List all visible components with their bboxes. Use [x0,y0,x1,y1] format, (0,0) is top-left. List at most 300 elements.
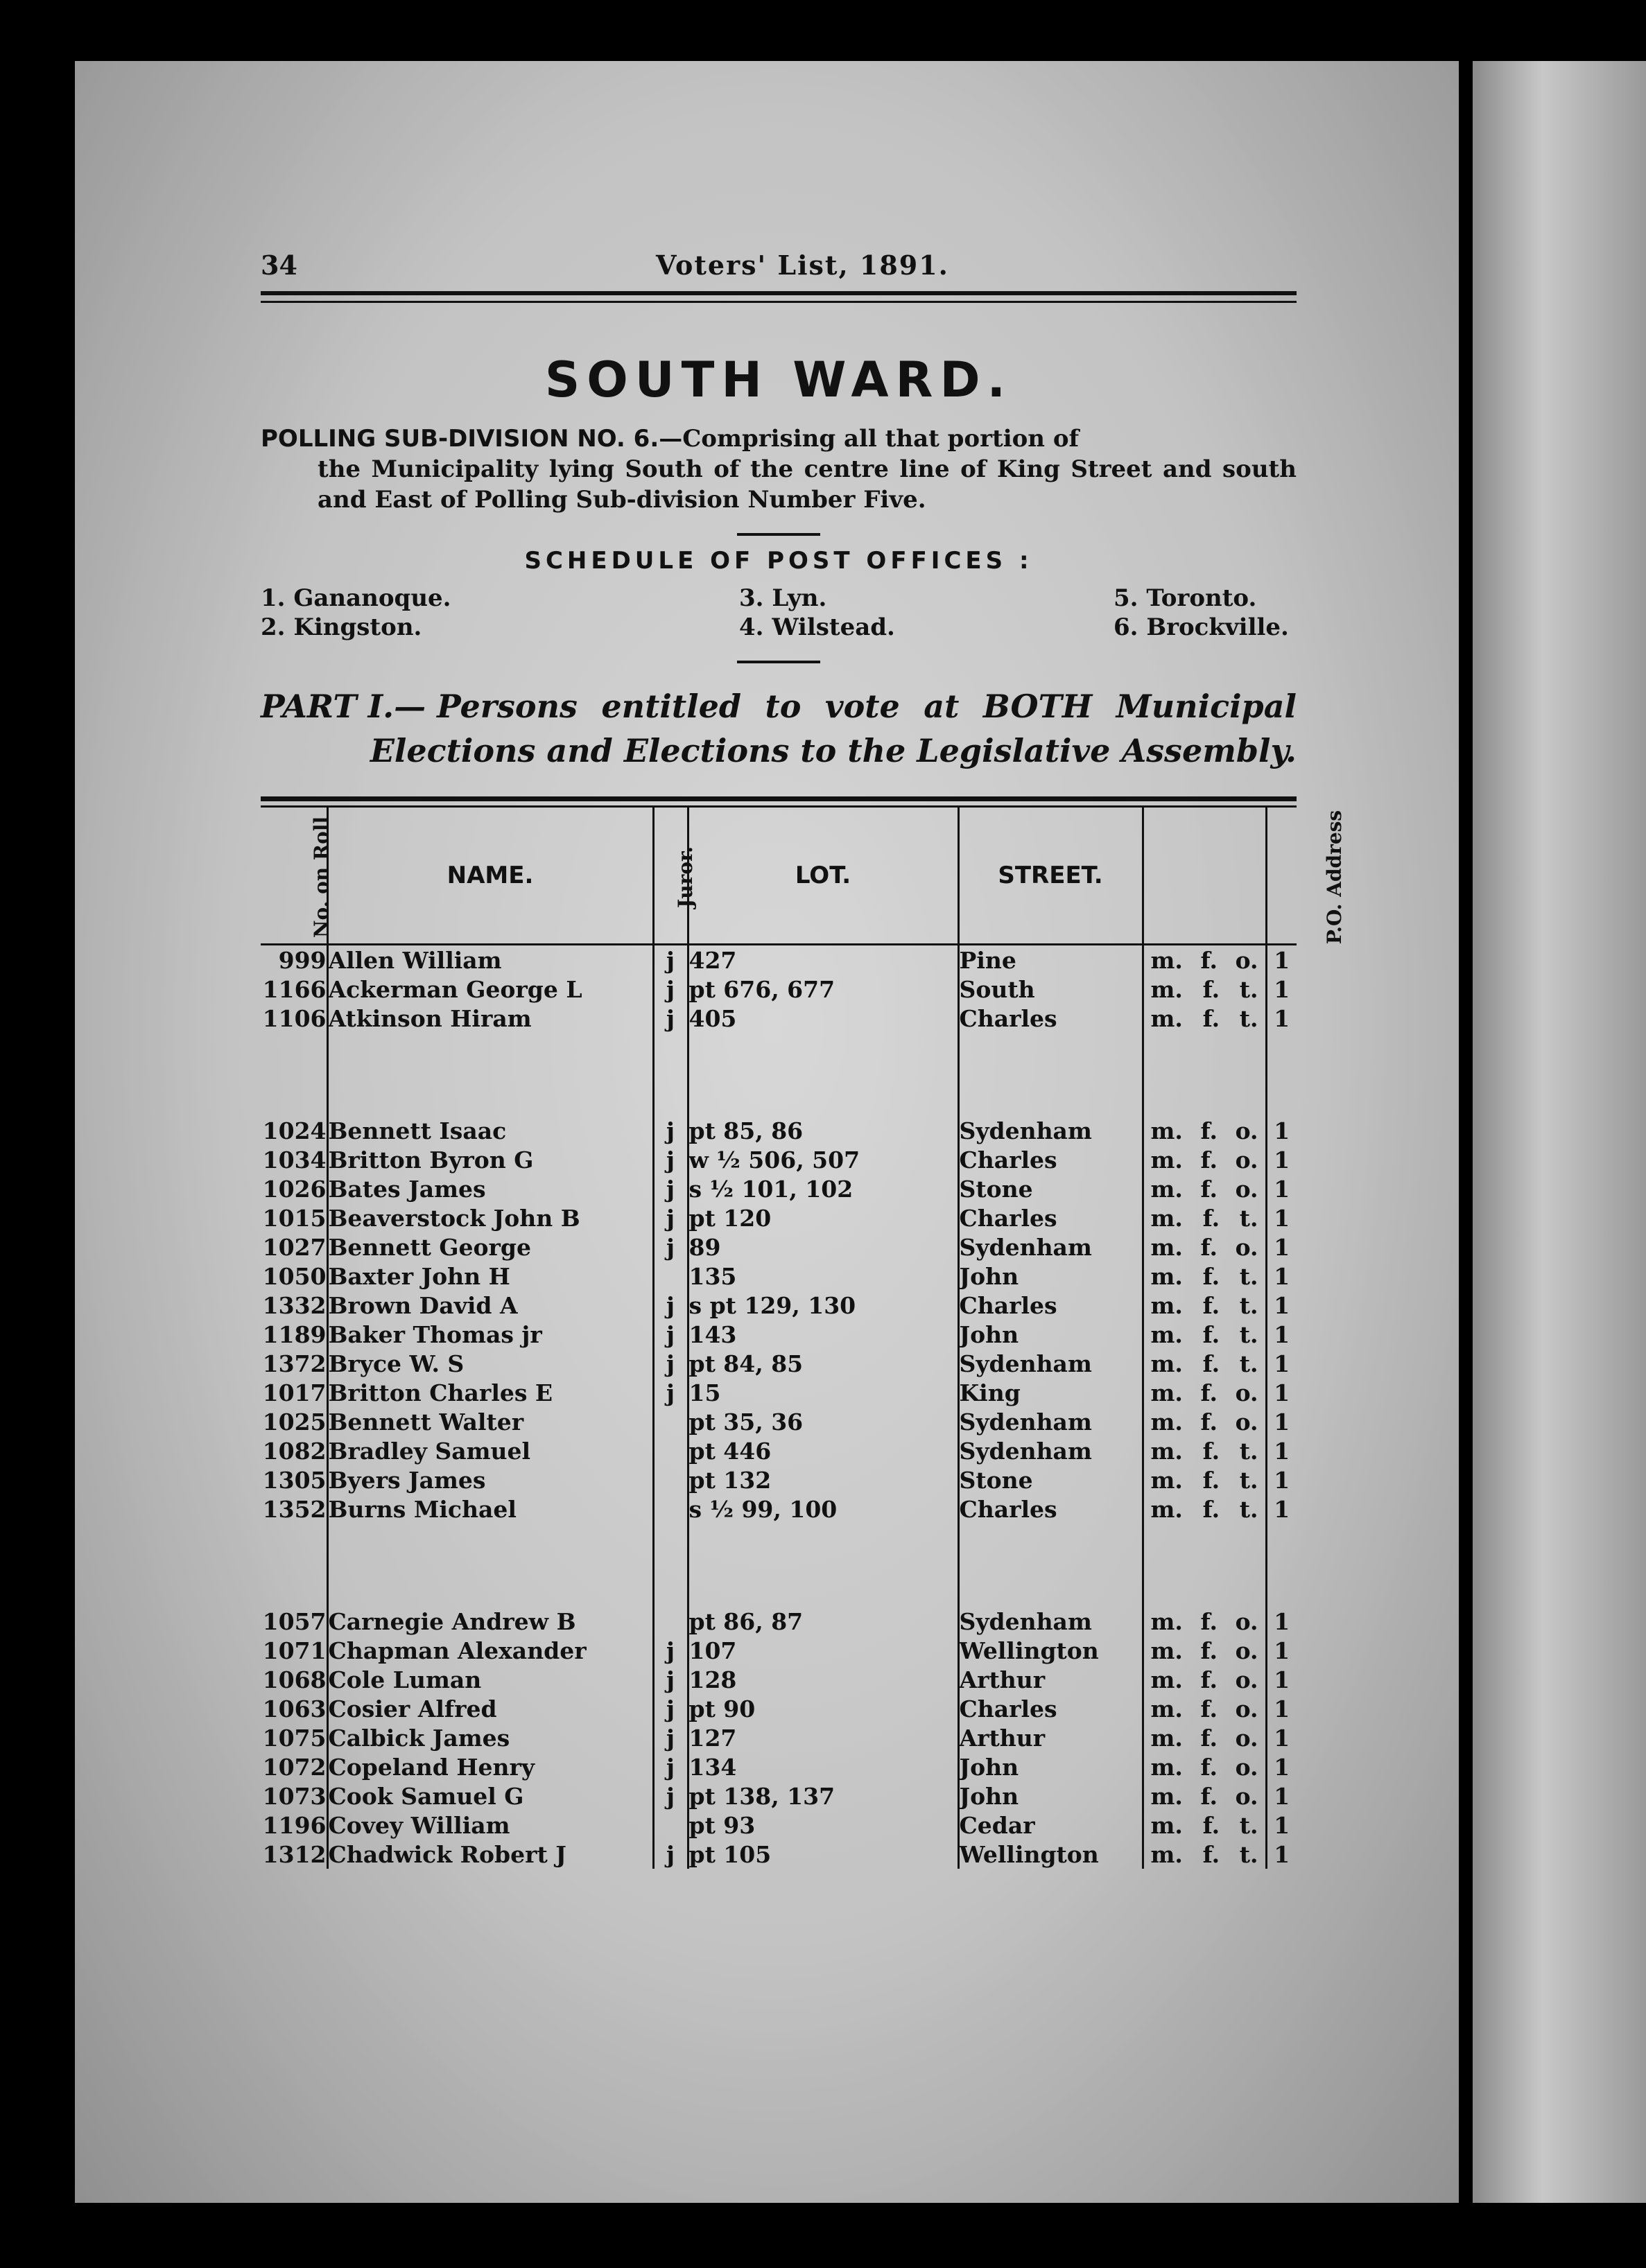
roll-number: 1166 [262,975,327,1003]
spacer-cell [261,1524,327,1607]
qualification-codes [1144,1812,1265,1839]
qualification-codes [1144,1467,1265,1494]
voter-name: Cook Samuel G [327,1781,653,1811]
qualification-code: m. [1150,1666,1183,1693]
voter-name: Baker Thomas jr [327,1320,653,1349]
lot-number: 143 [688,1320,958,1349]
header-qualification [1143,808,1266,945]
header-juror-text: Juror. [673,846,697,908]
qualification-code: m. [1150,1782,1183,1810]
qualification-code: t. [1239,1262,1258,1290]
street-name: Sydenham [958,1607,1143,1636]
lot-number: pt 105 [688,1840,958,1869]
lot-number: pt 120 [688,1203,958,1232]
qualification-code: m. [1150,975,1183,1003]
street-name: Charles [958,1694,1143,1723]
qualification-code: m. [1150,1175,1183,1203]
qualification-code: t. [1239,1350,1258,1377]
post-office-entry: 6. Brockville. [1114,613,1289,641]
voter-name: Atkinson Hiram [327,1004,653,1033]
qualification [1143,1436,1266,1465]
spacer-cell [327,1524,653,1607]
qualification-codes [1144,1321,1265,1348]
roll-number: 1106 [262,1004,327,1032]
juror-mark [653,1494,688,1524]
qualification-codes [1144,1608,1265,1635]
voters-table [261,808,1346,1869]
qualification-code: t. [1239,1495,1258,1523]
lot-number: 134 [688,1752,958,1781]
polling-description [261,424,1297,515]
roll-number: 1063 [262,1695,327,1722]
qualification-code: f. [1200,1724,1218,1752]
qualification-code: o. [1235,946,1258,974]
qualification-code: t. [1239,975,1258,1003]
table-row [261,1811,1297,1840]
po-address: 1 [1266,1320,1297,1349]
qualification [1143,1232,1266,1262]
qualification-code: m. [1150,1204,1183,1232]
qualification-codes [1144,1496,1265,1523]
spacer-cell [1266,1033,1297,1116]
street-name: John [958,1781,1143,1811]
table-row [261,1752,1297,1781]
polling-text-rest: the Municipality lying South of the centre line of King Street and south and East of Polling Sub-division Number Five. [318,455,1297,514]
ward-heading: SOUTH WARD. [544,351,1013,408]
table-row [261,1436,1297,1465]
lot-number: pt 35, 36 [688,1407,958,1436]
qualification-code: t. [1239,1320,1258,1348]
qualification-code: m. [1150,1004,1183,1032]
lot-number: 427 [688,945,958,975]
table-row [261,1407,1297,1436]
section-divider [737,533,820,536]
po-address: 1 [1266,1494,1297,1524]
table-row [261,1694,1297,1723]
lot-number: 127 [688,1723,958,1752]
qualification [1143,1781,1266,1811]
qualification-code: o. [1235,1637,1258,1664]
voter-name: Bates James [327,1174,653,1203]
po-address: 1 [1266,1752,1297,1781]
voter-name: Chapman Alexander [327,1636,653,1665]
voter-name: Bennett Walter [327,1407,653,1436]
lot-number: s pt 129, 130 [688,1291,958,1320]
table-header [261,808,1346,945]
qualification-code: f. [1200,1175,1218,1203]
section-divider [737,661,820,663]
qualification-code: m. [1150,1495,1183,1523]
table-row [261,945,1297,975]
page-content [261,250,1346,1869]
roll-number: 1025 [262,1408,327,1436]
roll-number: 1312 [262,1840,327,1868]
street-name: Pine [958,945,1143,975]
qualification-codes [1144,1005,1265,1032]
roll-number: 1196 [262,1811,327,1839]
table-row [261,1349,1297,1378]
qualification [1143,1665,1266,1694]
header-street [958,808,1143,945]
lot-number: pt 93 [688,1811,958,1840]
qualification [1143,1262,1266,1291]
qualification [1143,1174,1266,1203]
roll-number: 1027 [262,1233,327,1261]
voter-name: Brown David A [327,1291,653,1320]
roll-number: 1352 [262,1495,327,1523]
qualification-code: o. [1235,1782,1258,1810]
part-number: PART I. [261,688,395,725]
qualification-code: o. [1235,1408,1258,1436]
spacer-cell [688,1524,958,1607]
street-name: Wellington [958,1636,1143,1665]
po-address: 1 [1266,1781,1297,1811]
qualification-code: f. [1200,1753,1218,1781]
voter-name: Chadwick Robert J [327,1840,653,1869]
qualification-code: m. [1150,1233,1183,1261]
qualification [1143,1607,1266,1636]
po-address: 1 [1266,1607,1297,1636]
qualification-code: t. [1239,1004,1258,1032]
table-row [261,1291,1297,1320]
juror-mark: j [653,1723,688,1752]
table-row [261,1262,1297,1291]
running-head [261,250,1297,288]
spacer-cell [958,1524,1143,1607]
table-row [261,1781,1297,1811]
po-address: 1 [1266,1145,1297,1174]
street-name: Arthur [958,1723,1143,1752]
street-name: John [958,1752,1143,1781]
juror-mark: j [653,1291,688,1320]
table-row [261,1203,1297,1232]
street-name: Arthur [958,1665,1143,1694]
juror-mark: j [653,1636,688,1665]
lot-number: w ½ 506, 507 [688,1145,958,1174]
qualification-code: m. [1150,946,1183,974]
qualification-codes [1144,947,1265,974]
post-office-schedule [261,584,1297,643]
group-spacer [261,1033,1297,1116]
roll-number: 1332 [262,1291,327,1319]
qualification-codes [1144,1666,1265,1693]
voter-name: Covey William [327,1811,653,1840]
qualification-codes [1144,1695,1265,1722]
qualification-codes [1144,1146,1265,1174]
street-name: Stone [958,1174,1143,1203]
table-row [261,1840,1297,1869]
qualification [1143,1840,1266,1869]
juror-mark: j [653,1320,688,1349]
qualification-code: f. [1202,1495,1220,1523]
qualification-code: o. [1235,1379,1258,1406]
po-address: 1 [1266,945,1297,975]
lot-number: pt 676, 677 [688,975,958,1004]
table-row [261,1665,1297,1694]
post-office-entry: 1. Gananoque. [261,584,451,612]
qualification [1143,1465,1266,1494]
street-name: Wellington [958,1840,1143,1869]
qualification-codes [1144,1754,1265,1781]
qualification-code: f. [1200,1695,1218,1722]
juror-mark: j [653,1203,688,1232]
header-rule [261,291,1297,303]
post-office-entry: 3. Lyn. [739,584,827,612]
voter-name: Ackerman George L [327,975,653,1004]
lot-number: pt 85, 86 [688,1116,958,1145]
juror-mark: j [653,1116,688,1145]
qualification-code: m. [1150,1117,1183,1144]
table-row [261,1378,1297,1407]
qualification-code: m. [1150,1262,1183,1290]
qualification-codes [1144,1379,1265,1406]
juror-mark [653,1436,688,1465]
voter-name: Bradley Samuel [327,1436,653,1465]
qualification-code: m. [1150,1840,1183,1868]
qualification [1143,1811,1266,1840]
qualification [1143,1694,1266,1723]
roll-number: 1072 [262,1753,327,1781]
spacer-cell [261,1033,327,1116]
table-row [261,1145,1297,1174]
table-row [261,1116,1297,1145]
qualification-code: f. [1202,975,1220,1003]
roll-number: 1075 [262,1724,327,1752]
qualification-code: o. [1235,1117,1258,1144]
po-address: 1 [1266,1407,1297,1436]
voter-name: Beaverstock John B [327,1203,653,1232]
qualification-codes [1144,1234,1265,1261]
street-name: Charles [958,1004,1143,1033]
qualification-codes [1144,1408,1265,1436]
qualification-code: o. [1235,1146,1258,1174]
roll-number: 1017 [262,1379,327,1406]
juror-mark: j [653,1232,688,1262]
table-row [261,1723,1297,1752]
qualification [1143,1291,1266,1320]
voter-name: Bennett George [327,1232,653,1262]
table-row [261,1320,1297,1349]
qualification-code: m. [1150,1437,1183,1465]
qualification [1143,945,1266,975]
spacer-cell [688,1033,958,1116]
part-word: to [765,688,802,725]
juror-mark [653,1262,688,1291]
lot-number: s ½ 101, 102 [688,1174,958,1203]
street-name: Stone [958,1465,1143,1494]
qualification-code: f. [1202,1840,1220,1868]
qualification-codes [1144,1725,1265,1752]
qualification-code: m. [1150,1320,1183,1348]
juror-mark: j [653,945,688,975]
street-name: John [958,1262,1143,1291]
po-address: 1 [1266,1723,1297,1752]
qualification-codes [1144,1117,1265,1144]
qualification [1143,1494,1266,1524]
running-title: Voters' List, 1891. [656,250,949,281]
header-name [327,808,653,945]
lot-number: 135 [688,1262,958,1291]
spacer-cell [653,1524,688,1607]
part-word: — Persons [394,688,578,725]
qualification-code: o. [1235,1175,1258,1203]
voter-name: Copeland Henry [327,1752,653,1781]
qualification-code: f. [1200,1117,1218,1144]
street-name: South [958,975,1143,1004]
roll-number: 1015 [262,1204,327,1232]
juror-mark: j [653,1781,688,1811]
qualification-code: f. [1200,946,1218,974]
qualification-code: f. [1202,1204,1220,1232]
roll-number: 1372 [262,1350,327,1377]
juror-mark: j [653,1694,688,1723]
qualification [1143,1145,1266,1174]
post-office-entry: 5. Toronto. [1114,584,1257,612]
table-row [261,1174,1297,1203]
qualification [1143,1752,1266,1781]
po-address: 1 [1266,1436,1297,1465]
street-name: Sydenham [958,1436,1143,1465]
qualification-code: f. [1200,1607,1218,1635]
qualification-code: t. [1239,1204,1258,1232]
part-word: BOTH [982,688,1093,725]
qualification-code: f. [1200,1782,1218,1810]
header-roll-number [261,808,333,945]
juror-mark: j [653,1378,688,1407]
lot-number: 15 [688,1378,958,1407]
voter-name: Byers James [327,1465,653,1494]
street-name: Sydenham [958,1349,1143,1378]
part-title-line1 [261,684,1297,729]
qualification-code: m. [1150,1753,1183,1781]
po-address: 1 [1266,1636,1297,1665]
header-lot-text: LOT. [795,862,851,889]
qualification-codes [1144,1438,1265,1465]
street-name: Sydenham [958,1407,1143,1436]
po-address: 1 [1266,1174,1297,1203]
header-po-address [1266,808,1346,945]
po-address: 1 [1266,1203,1297,1232]
voter-name: Cole Luman [327,1665,653,1694]
qualification-code: f. [1202,1437,1220,1465]
lot-number: pt 446 [688,1436,958,1465]
spacer-cell [327,1033,653,1116]
qualification [1143,975,1266,1004]
qualification-codes [1144,1841,1265,1868]
adjacent-page-edge [1473,61,1646,2203]
roll-number: 1068 [262,1666,327,1693]
qualification-code: m. [1150,1811,1183,1839]
po-address: 1 [1266,1349,1297,1378]
qualification-code: f. [1202,1320,1220,1348]
lot-number: 107 [688,1636,958,1665]
part-title [261,684,1297,773]
lot-number: 89 [688,1232,958,1262]
voter-name: Cosier Alfred [327,1694,653,1723]
qualification-code: f. [1200,1408,1218,1436]
table-row [261,1465,1297,1494]
po-address: 1 [1266,1665,1297,1694]
qualification-code: t. [1239,1437,1258,1465]
juror-mark: j [653,1004,688,1033]
qualification-code: f. [1202,1291,1220,1319]
qualification-code: t. [1239,1291,1258,1319]
qualification-code: f. [1200,1146,1218,1174]
qualification [1143,1636,1266,1665]
qualification-code: m. [1150,1695,1183,1722]
qualification-code: f. [1200,1637,1218,1664]
qualification-code: o. [1235,1753,1258,1781]
table-row [261,975,1297,1004]
qualification-code: m. [1150,1146,1183,1174]
qualification-code: m. [1150,1607,1183,1635]
voter-name: Baxter John H [327,1262,653,1291]
part-label [261,684,578,729]
voter-name: Britton Charles E [327,1378,653,1407]
lot-number: pt 138, 137 [688,1781,958,1811]
voter-name: Bennett Isaac [327,1116,653,1145]
qualification-code: f. [1202,1004,1220,1032]
qualification [1143,1723,1266,1752]
street-name: Charles [958,1494,1143,1524]
qualification-code: o. [1235,1724,1258,1752]
part-word: vote [824,688,900,725]
po-address: 1 [1266,1840,1297,1869]
qualification [1143,1407,1266,1436]
po-address: 1 [1266,1811,1297,1840]
roll-number: 1082 [262,1437,327,1465]
juror-mark: j [653,1145,688,1174]
qualification-codes [1144,1783,1265,1810]
street-name: Charles [958,1145,1143,1174]
book-gutter [1459,55,1473,2211]
qualification-codes [1144,976,1265,1003]
spacer-cell [1266,1524,1297,1607]
polling-subdivision-label: POLLING SUB-DIVISION NO. 6. [261,425,659,453]
table-body [261,945,1297,1869]
qualification-codes [1144,1350,1265,1377]
qualification-code: t. [1239,1840,1258,1868]
qualification-codes [1144,1292,1265,1319]
post-office-entry: 2. Kingston. [261,613,422,641]
po-address: 1 [1266,1004,1297,1033]
qualification-code: f. [1200,1379,1218,1406]
part-word: Municipal [1116,688,1297,725]
po-address: 1 [1266,1465,1297,1494]
header-roll-text: No. on Roll [310,816,333,938]
qualification-code: t. [1239,1466,1258,1494]
page-number: 34 [261,250,297,281]
qualification [1143,1203,1266,1232]
qualification-code: f. [1202,1811,1220,1839]
qualification-code: m. [1150,1408,1183,1436]
voter-name: Carnegie Andrew B [327,1607,653,1636]
qualification-code: f. [1202,1262,1220,1290]
po-address: 1 [1266,975,1297,1004]
street-name: Charles [958,1203,1143,1232]
qualification-codes [1144,1637,1265,1664]
roll-number: 1024 [262,1117,327,1144]
juror-mark [653,1407,688,1436]
lot-number: pt 86, 87 [688,1607,958,1636]
qualification-code: m. [1150,1637,1183,1664]
table-row [261,1494,1297,1524]
voter-name: Allen William [327,945,653,975]
qualification-code: m. [1150,1291,1183,1319]
part-title-line2: Elections and Elections to the Legislative Assembly. [370,732,1297,769]
post-office-entry: 4. Wilstead. [739,613,895,641]
street-name: Charles [958,1291,1143,1320]
